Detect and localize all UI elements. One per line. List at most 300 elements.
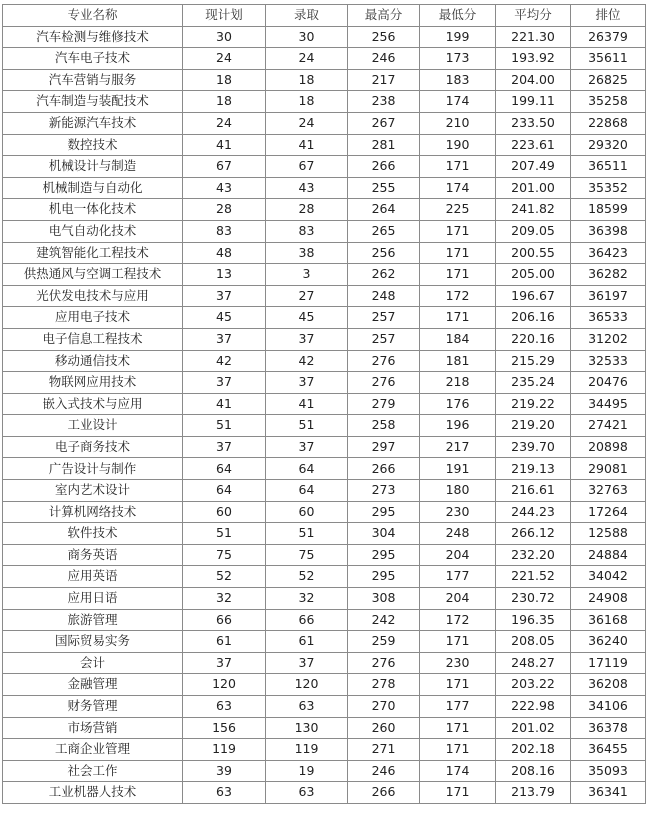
major-name-cell: 新能源汽车技术 (3, 112, 183, 134)
table-header (3, 5, 646, 27)
max-score-cell: 295 (348, 544, 420, 566)
rank-cell: 35611 (571, 48, 646, 70)
max-score-cell: 271 (348, 739, 420, 761)
table-row (3, 372, 646, 394)
admitted-cell: 37 (266, 652, 348, 674)
min-score-cell: 172 (420, 609, 496, 631)
admitted-cell: 24 (266, 48, 348, 70)
plan-cell: 64 (183, 458, 266, 480)
rank-cell: 36282 (571, 264, 646, 286)
admitted-cell: 64 (266, 458, 348, 480)
avg-score-cell: 193.92 (496, 48, 571, 70)
avg-score-cell: 203.22 (496, 674, 571, 696)
major-name-cell: 财务管理 (3, 696, 183, 718)
max-score-cell: 242 (348, 609, 420, 631)
avg-score-cell: 207.49 (496, 156, 571, 178)
max-score-cell: 238 (348, 91, 420, 113)
major-name-cell: 汽车制造与装配技术 (3, 91, 183, 113)
min-score-cell: 204 (420, 588, 496, 610)
plan-cell: 67 (183, 156, 266, 178)
avg-score-cell: 233.50 (496, 112, 571, 134)
max-score-cell: 255 (348, 177, 420, 199)
major-name-cell: 计算机网络技术 (3, 501, 183, 523)
admitted-cell: 41 (266, 393, 348, 415)
table-row (3, 588, 646, 610)
rank-cell: 27421 (571, 415, 646, 437)
avg-score-cell: 201.02 (496, 717, 571, 739)
avg-score-cell: 248.27 (496, 652, 571, 674)
max-score-cell: 273 (348, 480, 420, 502)
avg-score-cell: 202.18 (496, 739, 571, 761)
min-score-cell: 177 (420, 566, 496, 588)
rank-cell: 32763 (571, 480, 646, 502)
min-score-cell: 171 (420, 717, 496, 739)
admitted-cell: 83 (266, 220, 348, 242)
admitted-cell: 120 (266, 674, 348, 696)
major-name-cell: 广告设计与制作 (3, 458, 183, 480)
header-rank: 排位 (571, 5, 646, 27)
plan-cell: 52 (183, 566, 266, 588)
plan-cell: 41 (183, 393, 266, 415)
major-name-cell: 应用电子技术 (3, 307, 183, 329)
rank-cell: 35258 (571, 91, 646, 113)
avg-score-cell: 223.61 (496, 134, 571, 156)
table-row (3, 436, 646, 458)
max-score-cell: 246 (348, 760, 420, 782)
avg-score-cell: 220.16 (496, 328, 571, 350)
min-score-cell: 176 (420, 393, 496, 415)
table-row (3, 48, 646, 70)
admitted-cell: 37 (266, 328, 348, 350)
major-name-cell: 光伏发电技术与应用 (3, 285, 183, 307)
max-score-cell: 217 (348, 69, 420, 91)
plan-cell: 37 (183, 285, 266, 307)
rank-cell: 34042 (571, 566, 646, 588)
plan-cell: 156 (183, 717, 266, 739)
admitted-cell: 41 (266, 134, 348, 156)
max-score-cell: 266 (348, 782, 420, 804)
table-row (3, 501, 646, 523)
plan-cell: 37 (183, 436, 266, 458)
header-avg-score: 平均分 (496, 5, 571, 27)
avg-score-cell: 205.00 (496, 264, 571, 286)
avg-score-cell: 219.20 (496, 415, 571, 437)
plan-cell: 24 (183, 48, 266, 70)
avg-score-cell: 208.05 (496, 631, 571, 653)
admitted-cell: 45 (266, 307, 348, 329)
admitted-cell: 32 (266, 588, 348, 610)
plan-cell: 45 (183, 307, 266, 329)
admitted-cell: 51 (266, 523, 348, 545)
admitted-cell: 38 (266, 242, 348, 264)
max-score-cell: 248 (348, 285, 420, 307)
plan-cell: 37 (183, 652, 266, 674)
min-score-cell: 171 (420, 307, 496, 329)
avg-score-cell: 232.20 (496, 544, 571, 566)
avg-score-cell: 222.98 (496, 696, 571, 718)
avg-score-cell: 266.12 (496, 523, 571, 545)
major-name-cell: 移动通信技术 (3, 350, 183, 372)
rank-cell: 36341 (571, 782, 646, 804)
header-plan: 现计划 (183, 5, 266, 27)
admitted-cell: 28 (266, 199, 348, 221)
major-name-cell: 室内艺术设计 (3, 480, 183, 502)
max-score-cell: 246 (348, 48, 420, 70)
plan-cell: 37 (183, 372, 266, 394)
major-name-cell: 会计 (3, 652, 183, 674)
plan-cell: 119 (183, 739, 266, 761)
avg-score-cell: 213.79 (496, 782, 571, 804)
rank-cell: 36423 (571, 242, 646, 264)
rank-cell: 20898 (571, 436, 646, 458)
table-row (3, 199, 646, 221)
admitted-cell: 60 (266, 501, 348, 523)
min-score-cell: 204 (420, 544, 496, 566)
min-score-cell: 217 (420, 436, 496, 458)
rank-cell: 36455 (571, 739, 646, 761)
table-row (3, 609, 646, 631)
min-score-cell: 171 (420, 264, 496, 286)
min-score-cell: 174 (420, 91, 496, 113)
table-row (3, 177, 646, 199)
admitted-cell: 130 (266, 717, 348, 739)
avg-score-cell: 221.30 (496, 26, 571, 48)
major-name-cell: 社会工作 (3, 760, 183, 782)
avg-score-cell: 215.29 (496, 350, 571, 372)
major-name-cell: 国际贸易实务 (3, 631, 183, 653)
min-score-cell: 171 (420, 156, 496, 178)
admitted-cell: 52 (266, 566, 348, 588)
table-row (3, 631, 646, 653)
plan-cell: 28 (183, 199, 266, 221)
major-name-cell: 电子商务技术 (3, 436, 183, 458)
table-row (3, 566, 646, 588)
major-name-cell: 应用英语 (3, 566, 183, 588)
table-row (3, 696, 646, 718)
table-row (3, 393, 646, 415)
rank-cell: 36533 (571, 307, 646, 329)
avg-score-cell: 204.00 (496, 69, 571, 91)
rank-cell: 24908 (571, 588, 646, 610)
admitted-cell: 61 (266, 631, 348, 653)
admitted-cell: 37 (266, 372, 348, 394)
min-score-cell: 174 (420, 760, 496, 782)
min-score-cell: 171 (420, 242, 496, 264)
plan-cell: 61 (183, 631, 266, 653)
admitted-cell: 24 (266, 112, 348, 134)
min-score-cell: 230 (420, 652, 496, 674)
min-score-cell: 191 (420, 458, 496, 480)
plan-cell: 30 (183, 26, 266, 48)
major-name-cell: 金融管理 (3, 674, 183, 696)
admitted-cell: 18 (266, 91, 348, 113)
max-score-cell: 257 (348, 307, 420, 329)
admitted-cell: 19 (266, 760, 348, 782)
rank-cell: 26379 (571, 26, 646, 48)
max-score-cell: 304 (348, 523, 420, 545)
table-row (3, 458, 646, 480)
rank-cell: 36208 (571, 674, 646, 696)
max-score-cell: 265 (348, 220, 420, 242)
rank-cell: 17119 (571, 652, 646, 674)
rank-cell: 26825 (571, 69, 646, 91)
table-row (3, 760, 646, 782)
min-score-cell: 172 (420, 285, 496, 307)
table-row (3, 652, 646, 674)
min-score-cell: 230 (420, 501, 496, 523)
admitted-cell: 3 (266, 264, 348, 286)
plan-cell: 51 (183, 523, 266, 545)
table-row (3, 328, 646, 350)
max-score-cell: 257 (348, 328, 420, 350)
avg-score-cell: 206.16 (496, 307, 571, 329)
plan-cell: 32 (183, 588, 266, 610)
plan-cell: 75 (183, 544, 266, 566)
min-score-cell: 190 (420, 134, 496, 156)
rank-cell: 34106 (571, 696, 646, 718)
header-min-score: 最低分 (420, 5, 496, 27)
plan-cell: 18 (183, 69, 266, 91)
avg-score-cell: 230.72 (496, 588, 571, 610)
min-score-cell: 171 (420, 631, 496, 653)
min-score-cell: 181 (420, 350, 496, 372)
major-name-cell: 电子信息工程技术 (3, 328, 183, 350)
avg-score-cell: 244.23 (496, 501, 571, 523)
rank-cell: 29081 (571, 458, 646, 480)
min-score-cell: 183 (420, 69, 496, 91)
table-row (3, 674, 646, 696)
rank-cell: 36168 (571, 609, 646, 631)
rank-cell: 32533 (571, 350, 646, 372)
table-row (3, 264, 646, 286)
plan-cell: 63 (183, 782, 266, 804)
min-score-cell: 171 (420, 739, 496, 761)
header-max-score: 最高分 (348, 5, 420, 27)
plan-cell: 48 (183, 242, 266, 264)
major-name-cell: 商务英语 (3, 544, 183, 566)
table-row (3, 134, 646, 156)
table-row (3, 26, 646, 48)
major-name-cell: 工业机器人技术 (3, 782, 183, 804)
admitted-cell: 37 (266, 436, 348, 458)
max-score-cell: 256 (348, 242, 420, 264)
avg-score-cell: 200.55 (496, 242, 571, 264)
avg-score-cell: 239.70 (496, 436, 571, 458)
plan-cell: 18 (183, 91, 266, 113)
rank-cell: 36398 (571, 220, 646, 242)
major-name-cell: 市场营销 (3, 717, 183, 739)
min-score-cell: 177 (420, 696, 496, 718)
avg-score-cell: 219.13 (496, 458, 571, 480)
admitted-cell: 18 (266, 69, 348, 91)
rank-cell: 17264 (571, 501, 646, 523)
avg-score-cell: 216.61 (496, 480, 571, 502)
min-score-cell: 171 (420, 782, 496, 804)
rank-cell: 34495 (571, 393, 646, 415)
max-score-cell: 259 (348, 631, 420, 653)
rank-cell: 35093 (571, 760, 646, 782)
rank-cell: 36197 (571, 285, 646, 307)
plan-cell: 51 (183, 415, 266, 437)
admitted-cell: 67 (266, 156, 348, 178)
table-row (3, 739, 646, 761)
major-name-cell: 数控技术 (3, 134, 183, 156)
admitted-cell: 119 (266, 739, 348, 761)
max-score-cell: 270 (348, 696, 420, 718)
max-score-cell: 262 (348, 264, 420, 286)
max-score-cell: 267 (348, 112, 420, 134)
avg-score-cell: 199.11 (496, 91, 571, 113)
table-row (3, 156, 646, 178)
table-row (3, 480, 646, 502)
table-row (3, 782, 646, 804)
header-admitted: 录取 (266, 5, 348, 27)
plan-cell: 120 (183, 674, 266, 696)
plan-cell: 13 (183, 264, 266, 286)
max-score-cell: 295 (348, 566, 420, 588)
major-name-cell: 电气自动化技术 (3, 220, 183, 242)
major-name-cell: 机械制造与自动化 (3, 177, 183, 199)
table-row (3, 350, 646, 372)
avg-score-cell: 196.35 (496, 609, 571, 631)
plan-cell: 39 (183, 760, 266, 782)
major-name-cell: 机械设计与制造 (3, 156, 183, 178)
plan-cell: 43 (183, 177, 266, 199)
max-score-cell: 266 (348, 156, 420, 178)
min-score-cell: 184 (420, 328, 496, 350)
admitted-cell: 66 (266, 609, 348, 631)
plan-cell: 37 (183, 328, 266, 350)
max-score-cell: 256 (348, 26, 420, 48)
major-name-cell: 汽车营销与服务 (3, 69, 183, 91)
min-score-cell: 248 (420, 523, 496, 545)
table-body (3, 26, 646, 803)
table-row (3, 307, 646, 329)
avg-score-cell: 209.05 (496, 220, 571, 242)
max-score-cell: 295 (348, 501, 420, 523)
max-score-cell: 264 (348, 199, 420, 221)
rank-cell: 36378 (571, 717, 646, 739)
rank-cell: 35352 (571, 177, 646, 199)
plan-cell: 64 (183, 480, 266, 502)
min-score-cell: 171 (420, 220, 496, 242)
min-score-cell: 196 (420, 415, 496, 437)
table-row (3, 523, 646, 545)
major-name-cell: 嵌入式技术与应用 (3, 393, 183, 415)
rank-cell: 29320 (571, 134, 646, 156)
table-row (3, 717, 646, 739)
header-major-name: 专业名称 (3, 5, 183, 27)
admitted-cell: 64 (266, 480, 348, 502)
major-name-cell: 供热通风与空调工程技术 (3, 264, 183, 286)
admitted-cell: 43 (266, 177, 348, 199)
max-score-cell: 281 (348, 134, 420, 156)
major-name-cell: 旅游管理 (3, 609, 183, 631)
header-row (3, 5, 646, 27)
score-table-container (2, 4, 646, 804)
avg-score-cell: 241.82 (496, 199, 571, 221)
admitted-cell: 75 (266, 544, 348, 566)
admitted-cell: 30 (266, 26, 348, 48)
max-score-cell: 297 (348, 436, 420, 458)
min-score-cell: 225 (420, 199, 496, 221)
rank-cell: 36240 (571, 631, 646, 653)
table-row (3, 242, 646, 264)
avg-score-cell: 208.16 (496, 760, 571, 782)
table-row (3, 544, 646, 566)
avg-score-cell: 221.52 (496, 566, 571, 588)
min-score-cell: 199 (420, 26, 496, 48)
plan-cell: 41 (183, 134, 266, 156)
rank-cell: 12588 (571, 523, 646, 545)
rank-cell: 36511 (571, 156, 646, 178)
table-row (3, 415, 646, 437)
avg-score-cell: 201.00 (496, 177, 571, 199)
rank-cell: 22868 (571, 112, 646, 134)
plan-cell: 83 (183, 220, 266, 242)
min-score-cell: 218 (420, 372, 496, 394)
major-name-cell: 机电一体化技术 (3, 199, 183, 221)
min-score-cell: 174 (420, 177, 496, 199)
major-name-cell: 软件技术 (3, 523, 183, 545)
admitted-cell: 27 (266, 285, 348, 307)
major-name-cell: 建筑智能化工程技术 (3, 242, 183, 264)
avg-score-cell: 235.24 (496, 372, 571, 394)
max-score-cell: 276 (348, 350, 420, 372)
major-name-cell: 工商企业管理 (3, 739, 183, 761)
avg-score-cell: 196.67 (496, 285, 571, 307)
major-name-cell: 应用日语 (3, 588, 183, 610)
admitted-cell: 42 (266, 350, 348, 372)
admitted-cell: 63 (266, 696, 348, 718)
plan-cell: 24 (183, 112, 266, 134)
plan-cell: 63 (183, 696, 266, 718)
max-score-cell: 279 (348, 393, 420, 415)
max-score-cell: 276 (348, 652, 420, 674)
admitted-cell: 51 (266, 415, 348, 437)
plan-cell: 66 (183, 609, 266, 631)
max-score-cell: 276 (348, 372, 420, 394)
major-name-cell: 汽车检测与维修技术 (3, 26, 183, 48)
max-score-cell: 266 (348, 458, 420, 480)
admitted-cell: 63 (266, 782, 348, 804)
max-score-cell: 278 (348, 674, 420, 696)
major-name-cell: 物联网应用技术 (3, 372, 183, 394)
max-score-cell: 308 (348, 588, 420, 610)
rank-cell: 20476 (571, 372, 646, 394)
min-score-cell: 180 (420, 480, 496, 502)
major-name-cell: 工业设计 (3, 415, 183, 437)
max-score-cell: 258 (348, 415, 420, 437)
min-score-cell: 173 (420, 48, 496, 70)
plan-cell: 42 (183, 350, 266, 372)
admission-score-table (2, 4, 646, 804)
table-row (3, 91, 646, 113)
min-score-cell: 171 (420, 674, 496, 696)
table-row (3, 220, 646, 242)
table-row (3, 285, 646, 307)
plan-cell: 60 (183, 501, 266, 523)
rank-cell: 18599 (571, 199, 646, 221)
table-row (3, 69, 646, 91)
major-name-cell: 汽车电子技术 (3, 48, 183, 70)
max-score-cell: 260 (348, 717, 420, 739)
avg-score-cell: 219.22 (496, 393, 571, 415)
rank-cell: 24884 (571, 544, 646, 566)
table-row (3, 112, 646, 134)
min-score-cell: 210 (420, 112, 496, 134)
rank-cell: 31202 (571, 328, 646, 350)
